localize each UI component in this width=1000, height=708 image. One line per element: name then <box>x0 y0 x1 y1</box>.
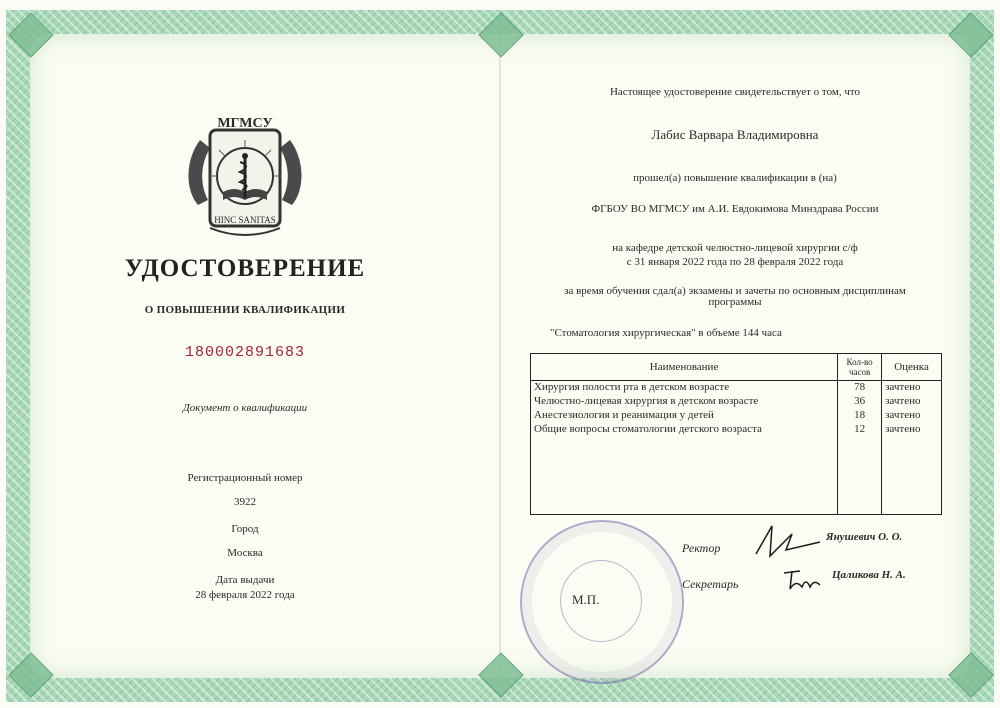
city-label: Город <box>231 523 259 535</box>
discipline-hours: 12 <box>838 423 882 437</box>
registration-number: 3922 <box>234 496 256 508</box>
issue-date-label: Дата выдачи <box>215 574 275 586</box>
document-subtitle: О ПОВЫШЕНИИ КВАЛИФИКАЦИИ <box>144 304 346 316</box>
official-seal <box>520 520 684 684</box>
rector-label: Ректор <box>682 541 721 555</box>
study-line: за время обучения сдал(а) экзамены и зачеты по основным дисциплинам <box>564 285 906 297</box>
table-header-row <box>531 354 942 381</box>
university-emblem-icon <box>180 110 310 242</box>
svg-text:МГМСУ: МГМСУ <box>217 116 273 131</box>
discipline-name: Хирургия полости рта в детском возрасте <box>531 381 838 395</box>
discipline-name: Челюстно-лицевая хирургия в детском возрасте <box>531 395 838 409</box>
city-value: Москва <box>227 547 263 559</box>
intro-line: Настоящее удостоверение свидетельствует о том, что <box>609 86 861 98</box>
table-empty-row <box>531 437 942 515</box>
page-fold <box>499 10 501 702</box>
disciplines-table <box>530 353 942 515</box>
svg-text:HINC SANITAS: HINC SANITAS <box>214 215 276 225</box>
qualification-line: прошел(а) повышение квалификации в (на) <box>633 172 837 184</box>
discipline-name: Общие вопросы стоматологии детского возраста <box>531 423 838 437</box>
table-row <box>531 395 942 409</box>
secretary-name: Цаликова Н. А. <box>832 569 906 581</box>
discipline-grade: зачтено <box>882 409 942 423</box>
secretary-signature <box>780 565 826 595</box>
registration-label: Регистрационный номер <box>187 472 303 484</box>
document-title: УДОСТОВЕРЕНИЕ <box>124 255 366 282</box>
study-period: с 31 января 2022 года по 28 февраля 2022 года <box>626 256 844 268</box>
secretary-label: Секретарь <box>682 577 739 591</box>
discipline-name: Анестезиология и реанимация у детей <box>531 409 838 423</box>
discipline-grade: зачтено <box>882 395 942 409</box>
study-line-2: программы <box>708 296 762 308</box>
column-header-grade: Оценка <box>882 354 942 381</box>
table-row <box>531 423 942 437</box>
issue-date-value: 28 февраля 2022 года <box>195 589 295 601</box>
program-title: "Стоматология хирургическая" в объеме 144 часа <box>550 327 782 339</box>
discipline-hours: 36 <box>838 395 882 409</box>
discipline-hours: 18 <box>838 409 882 423</box>
discipline-grade: зачтено <box>882 423 942 437</box>
document-type: Документ о квалификации <box>182 402 308 414</box>
holder-name: Лабис Варвара Владимировна <box>651 127 819 142</box>
certificate-number: 180002891683 <box>184 344 306 361</box>
department-line: на кафедре детской челюстно-лицевой хирургии с/ф <box>612 242 858 254</box>
rector-signature <box>752 520 822 562</box>
discipline-hours: 78 <box>838 381 882 395</box>
organization-name: ФГБОУ ВО МГМСУ им А.И. Евдокимова Минздрава России <box>591 203 879 215</box>
discipline-grade: зачтено <box>882 381 942 395</box>
column-header-name: Наименование <box>531 354 838 381</box>
stamp-placeholder: М.П. <box>572 592 600 607</box>
rector-name: Янушевич О. О. <box>826 531 903 543</box>
column-header-hours: Кол-во часов <box>838 354 882 381</box>
table-row <box>531 409 942 423</box>
table-row <box>531 381 942 395</box>
